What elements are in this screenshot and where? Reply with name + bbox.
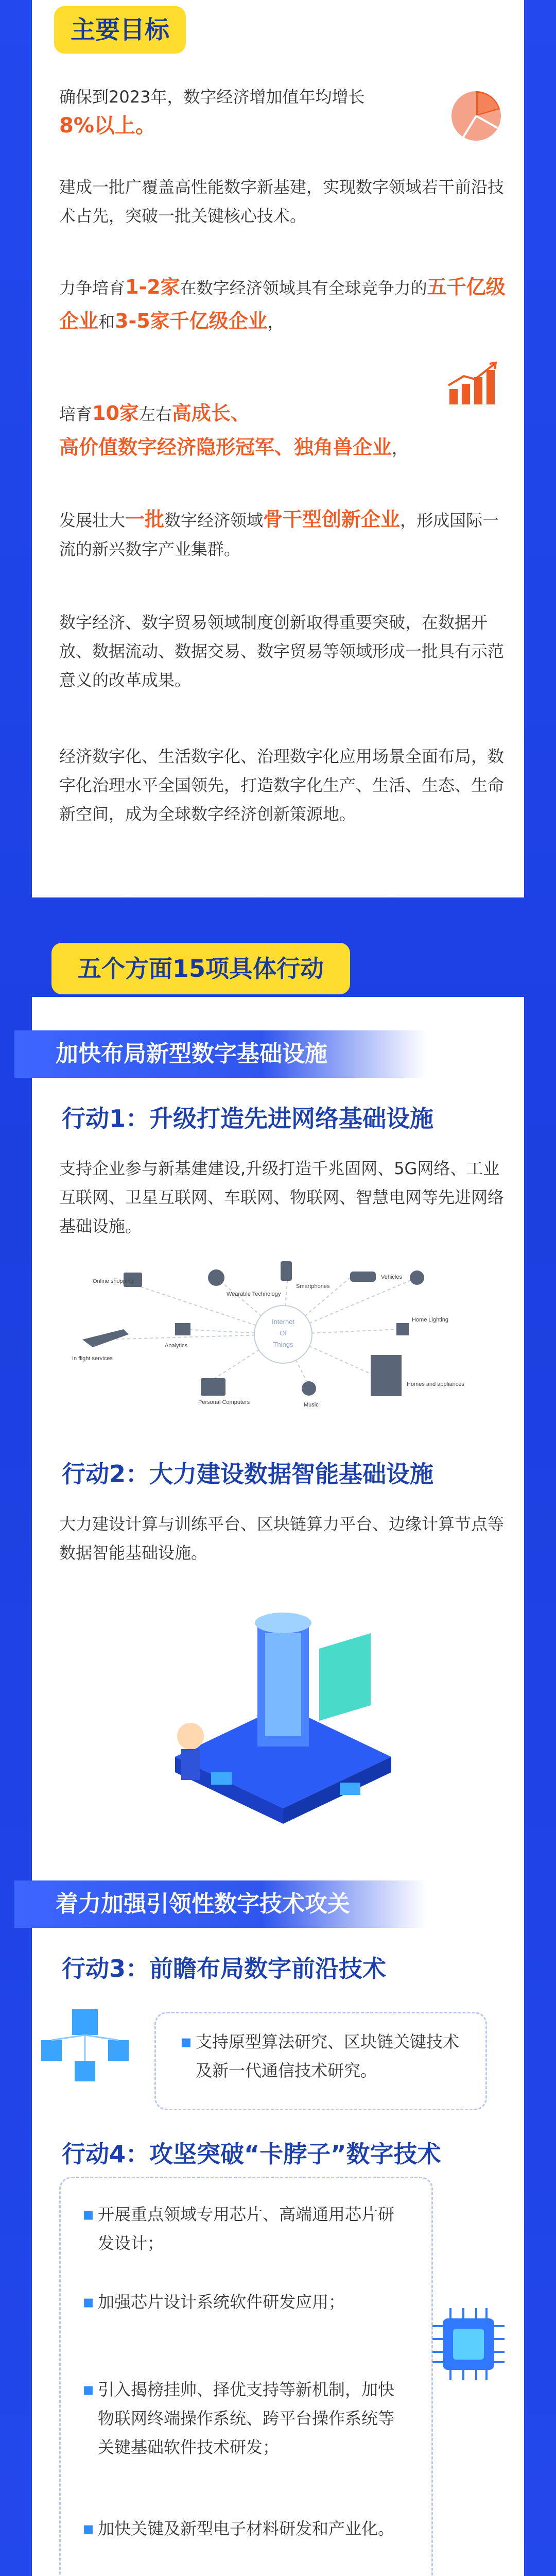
blockchain-cubes-illustration	[31, 1989, 144, 2092]
chip-icon	[422, 2298, 515, 2391]
iot-center-label-1: Internet	[271, 1318, 295, 1326]
goal-para-6: 数字经济、数字贸易领域制度创新取得重要突破，在数据开放、数据流动、数据交易、数字贸易等领域形成一批具有示范意义的改革成果。	[59, 613, 505, 690]
data-center-illustration	[154, 1587, 412, 1844]
goal-para-2: 建成一批广覆盖高性能数字新基建，实现数字领域若干前沿技术占先，突破一批关键核心技术。	[59, 177, 505, 226]
actions-pill: 五个方面15项具体行动	[51, 943, 350, 994]
iot-label-wearable: Wearable Technology	[227, 1291, 281, 1297]
action1-title: 行动1：升级打造先进网络基础设施	[62, 1100, 433, 1134]
iot-center-label-3: Things	[273, 1341, 293, 1348]
goal-para-4: 培育10家左右高成长、 高价值数字经济隐形冠军、独角兽企业，	[59, 402, 409, 459]
action4-title: 行动4：攻坚突破“卡脖子”数字技术	[62, 2136, 441, 2170]
iot-label-home-lighting: Home Lighting	[412, 1317, 448, 1323]
action4-bullet-2: ▪ 加强芯片设计系统软件研发应用；	[82, 2292, 345, 2312]
goal-para-7: 经济数字化、生活数字化、治理数字化应用场景全面布局，数字化治理水平全国领先，打造数字化生产、生活、生态、生命新空间，成为全球数字经济创新策源地。	[59, 747, 505, 824]
iot-label-smartphones: Smartphones	[296, 1283, 330, 1290]
iot-label-personal-computers: Personal Computers	[198, 1399, 250, 1405]
action2-text: 大力建设计算与训练平台、区块链算力平台、边缘计算节点等数据智能基础设施。	[59, 1514, 505, 1563]
iot-center-label-2: Of	[280, 1329, 287, 1337]
action1-text: 支持企业参与新基建建设,升级打造千兆固网、5G网络、工业互联网、卫星互联网、车联网、物联网、智慧电网等先进网络基础设施。	[59, 1159, 505, 1236]
action4-bullet-1: ▪ 开展重点领域专用芯片、高端通用芯片研发设计；	[82, 2204, 395, 2253]
action4-bullet-4: ▪ 加快关键及新型电子材料研发和产业化。	[82, 2518, 395, 2539]
iot-label-online-shopping: Online shopping	[93, 1278, 134, 1284]
pie-chart-icon	[448, 88, 505, 144]
section-bar-infrastructure: 加快布局新型数字基础设施	[14, 1030, 426, 1078]
action2-title: 行动2：大力建设数据智能基础设施	[62, 1455, 433, 1489]
action4-bullet-3: ▪ 引入揭榜挂帅、择优支持等新机制，加快物联网终端操作系统、跨平台操作系统等关键基础软件技术研发；	[82, 2379, 395, 2457]
goals-pill: 主要目标	[54, 6, 186, 54]
section-bar-tech: 着力加强引领性数字技术攻关	[14, 1880, 426, 1928]
action3-bullet: ▪ 支持原型算法研究、区块链关键技术及新一代通信技术研究。	[180, 2031, 460, 2080]
iot-diagram	[62, 1257, 505, 1427]
iot-label-inflight: In flight services	[72, 1355, 113, 1362]
goal-para-5: 发展壮大一批数字经济领域骨干型创新企业，形成国际一流的新兴数字产业集群。	[59, 508, 499, 559]
action3-title: 行动3：前瞻布局数字前沿技术	[62, 1950, 386, 1984]
iot-label-analytics: Analytics	[165, 1343, 188, 1349]
goal-para-3: 力争培育1-2家在数字经济领域具有全球竞争力的五千亿级企业和3-5家千亿级企业，	[59, 276, 506, 332]
iot-label-music: Music	[304, 1402, 319, 1408]
iot-label-vehicles: Vehicles	[381, 1274, 402, 1280]
goal-para-1: 确保到2023年，数字经济增加值年均增长 8%以上。	[59, 87, 365, 138]
iot-label-homes: Homes and appliances	[407, 1381, 464, 1387]
